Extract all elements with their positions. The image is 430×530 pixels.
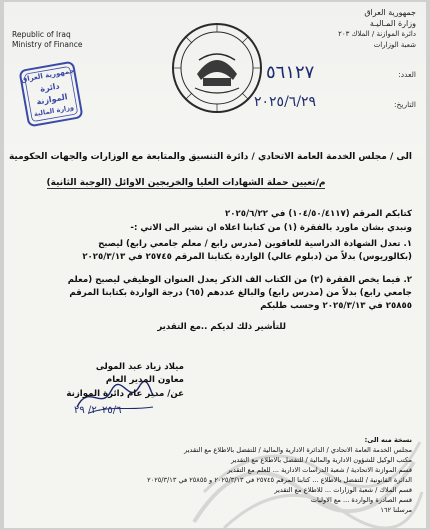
copy-recipient-line: مكتب الوكيل للشؤون الادارية والمالية / للتفضل بالاطلاع مع التقدير bbox=[231, 456, 412, 464]
intro-paragraph: ونبدي بشان ماورد بالفقرة (١) من كتابنا اعلاه ان نشير الى الاتي :- bbox=[130, 223, 412, 233]
subject-line bbox=[36, 178, 336, 188]
signatory-title: معاون المدير العام bbox=[105, 375, 184, 385]
copy-recipient-line: قسم الملاك / شعبة الوزارات ... للاطلاع مع التقدير bbox=[274, 486, 412, 494]
letterhead-english-line: Republic of Iraq bbox=[12, 30, 71, 39]
closing-line: للتأشير ذلك لديكم ..مع التقدير bbox=[157, 322, 286, 332]
signature-date: ٢٠٢٥/٦/ ٢٩ bbox=[74, 405, 122, 416]
copy-recipient-line: الدائرة القانونية / للتفضل بالاطلاع ... كتابنا المرقم ٢٥٧٤٥ في ٢٠٢٥/٣/١٣ و ٢٥٨٥٥ في ٢٠٢٥/٣/١٣ bbox=[147, 476, 412, 484]
letterhead-arabic-line: جمهورية العراق bbox=[364, 8, 416, 17]
letterhead-arabic bbox=[328, 7, 416, 51]
letterhead-arabic-line: دائرة الموازنة / الملاك ٢٠٣ bbox=[338, 30, 416, 38]
reference-date: ٢٠٢٥/٦/٢٩ bbox=[254, 94, 317, 110]
letterhead-arabic-line: وزارة المـاليـة bbox=[369, 19, 416, 28]
signatory-name: ميلاد زياد عبد المولى bbox=[95, 362, 184, 372]
stamp-line: دائرة bbox=[39, 81, 61, 94]
item-1-paragraph: ١. تعدل الشهادة الدراسية للعاقوين (مدرس رابع / معلم جامعي رابع) ليصبح (بكالوريوس) بدلاً من (دبلوم عالي) الواردة بكتابنا المرقم ٢٥٧٤٥ في ٢٠٢٥/٣/١٣ bbox=[82, 239, 412, 262]
copy-recipient-line: مجلس الخدمة العامة الاتحادي / الدائرة الادارية والمالية / للتفضل بالاطلاع مع التقدير bbox=[184, 446, 412, 454]
ministry-emblem-icon bbox=[169, 20, 265, 116]
signatory-title: عن/ مدير عام دائرة الموازنة bbox=[66, 389, 184, 399]
number-label: العدد: bbox=[398, 70, 416, 79]
copy-recipient-line: قسم الصادرة والواردة ... مع الاوليات bbox=[310, 496, 412, 504]
letterhead-arabic-line: شعبة الوزارات bbox=[373, 41, 416, 49]
reference-paragraph: كتابكم المرقم (١٠٤/٥٠/٤١١٧) في ٢٠٢٥/٦/٢٢ bbox=[225, 209, 412, 219]
letterhead-english-line: Ministry of Finance bbox=[12, 40, 83, 49]
recipient-line: الى / مجلس الخدمة العامة الاتحادي / دائرة التنسيق والمتابعة مع الوزارات والجهات الحكومية bbox=[8, 152, 412, 162]
item-2-paragraph: ٢. فيما يخص الفقرة (٢) من الكتاب الف الذكر يعدل العنوان الوظيفي ليصبح (معلم جامعي رابع) بدلاً من (مدرس رابع) والبالغ عددهم (٦٥) درجة الواردة بكتابنا المرقم ٢٥٨٥٥ في ٢٠٢٥/٣/١٣ وحسب طلبكم bbox=[67, 275, 412, 311]
reference-number: ٥٦١٢٧ bbox=[266, 62, 315, 83]
copies-title: نسخة منه الى: bbox=[364, 436, 412, 444]
department-stamp bbox=[17, 59, 85, 128]
copy-recipient-line: قسم الموازنة الاتحادية / شعبة الدراسات الادارية ... للعلم مع التقدير bbox=[227, 466, 412, 474]
stamp-line: جمهورية العراق bbox=[20, 66, 76, 84]
stamp-line: الموازنة bbox=[35, 92, 69, 107]
subject-text: م/تعيين حملة الشهادات العليا والخريجين الاوائل (الوجبة الثانية) bbox=[46, 178, 326, 188]
date-label: التاريخ: bbox=[394, 100, 416, 109]
copy-recipient-line: مرسلنا ١٦٢ bbox=[380, 506, 412, 514]
stamp-line: وزارة المالية bbox=[33, 103, 75, 119]
letterhead-english bbox=[12, 30, 102, 50]
document-page bbox=[4, 2, 426, 528]
